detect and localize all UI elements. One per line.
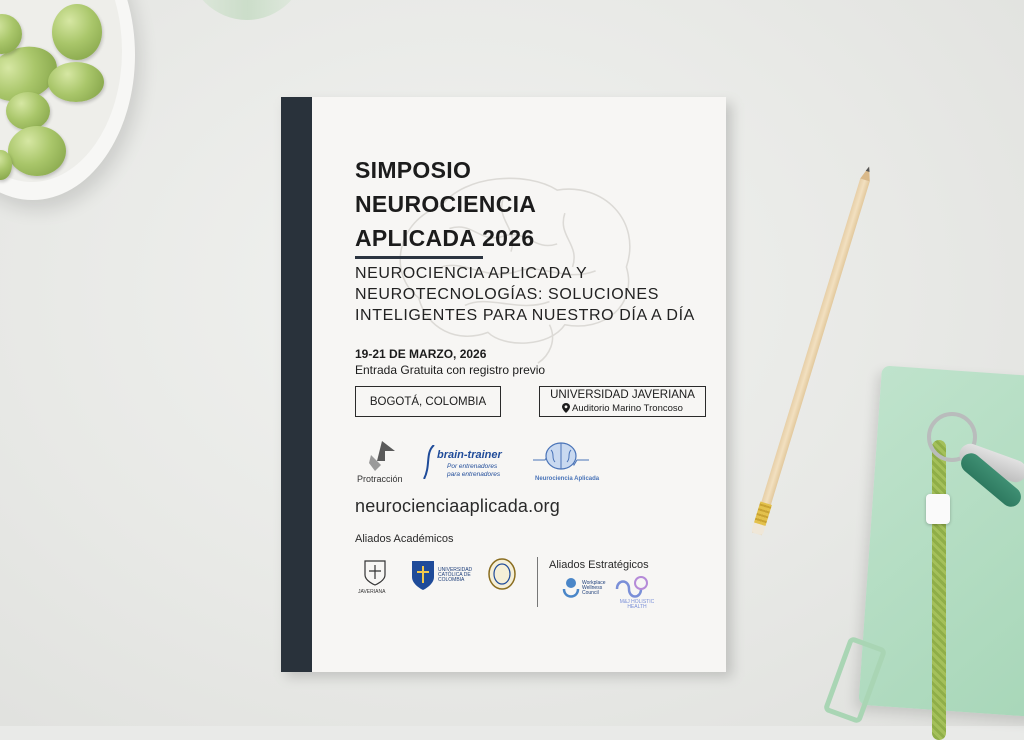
neurociencia-aplicada-brain-icon	[533, 438, 589, 474]
subtitle-line: NEUROTECNOLOGÍAS: SOLUCIONES	[355, 286, 659, 303]
title-underline	[355, 256, 483, 259]
strategic-allies-label: Aliados Estratégicos	[549, 559, 649, 571]
symposium-subtitle	[355, 263, 695, 326]
symposium-title	[355, 153, 536, 255]
grape	[6, 92, 50, 130]
wellness-council-icon	[561, 577, 581, 603]
holistic-health-icon	[615, 575, 649, 599]
protraccion-logo-icon	[369, 441, 395, 471]
entry-note: Entrada Gratuita con registro previo	[355, 363, 546, 377]
university-seal-icon	[487, 557, 517, 591]
title-line: APLICADA 2026	[355, 225, 535, 251]
grape	[8, 126, 66, 176]
wellness-council-logo-text: Workplace Wellness Council	[582, 580, 606, 596]
academic-allies-label: Aliados Académicos	[355, 533, 454, 545]
booklet-spine	[281, 97, 312, 672]
venue-detail-row	[562, 402, 683, 415]
grape	[48, 62, 104, 102]
catolica-logo-text: UNIVERSIDAD CATÓLICA DE COLOMBIA	[438, 567, 473, 583]
map-pin-icon	[562, 403, 570, 413]
subtitle-line: NEUROCIENCIA APLICADA Y	[355, 265, 588, 282]
event-date: 19-21 DE MARZO, 2026	[355, 347, 487, 361]
catolica-shield-icon	[410, 559, 436, 591]
title-line: NEUROCIENCIA	[355, 191, 537, 217]
brain-trainer-swoosh-icon	[423, 445, 435, 479]
keychain-strap	[932, 440, 946, 740]
javeriana-crest-icon	[359, 557, 391, 587]
brain-trainer-tagline: para entrenadores	[447, 471, 501, 478]
location-text: BOGOTÁ, COLOMBIA	[369, 395, 487, 408]
symposium-booklet	[281, 97, 726, 672]
title-line: SIMPOSIO	[355, 157, 472, 183]
venue-name: UNIVERSIDAD JAVERIANA	[550, 388, 695, 401]
subtitle-line: INTELIGENTES PARA NUESTRO DÍA A DÍA	[355, 307, 695, 324]
brain-trainer-tagline: Por entrenadores	[447, 463, 498, 470]
holistic-health-logo-text: M&J HOLISTIC HEALTH	[619, 599, 655, 610]
neurociencia-aplicada-logo-text: Neurociencia Aplicada	[535, 476, 600, 482]
location-box	[355, 386, 501, 417]
brain-trainer-logo-text: brain-trainer	[437, 449, 502, 461]
venue-box	[539, 386, 706, 417]
website-url: neurocienciaaplicada.org	[355, 496, 560, 516]
protraccion-logo-text: Protracción	[357, 474, 403, 484]
javeriana-logo-text: JAVERIANA	[358, 589, 386, 595]
allies-divider	[537, 557, 538, 607]
venue-detail: Auditorio Marino Troncoso	[572, 402, 683, 414]
grape	[52, 4, 102, 60]
strap-clip	[926, 494, 950, 524]
